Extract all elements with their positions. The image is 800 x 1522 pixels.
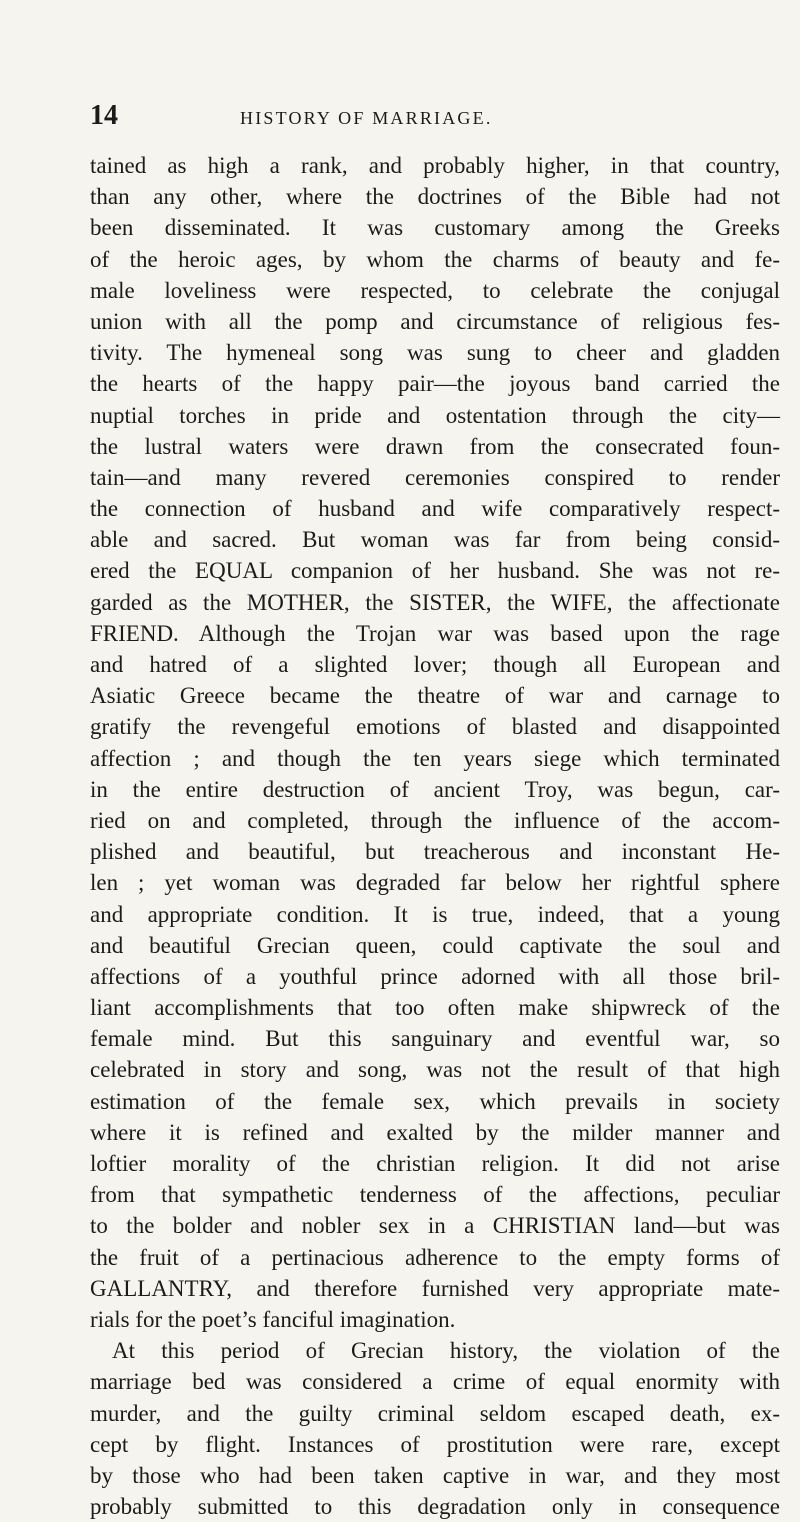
text-line: by those who had been taken captive in war, and they most [90, 1462, 780, 1488]
text-line: ried on and completed, through the influence of the accom- [90, 807, 780, 833]
text-line: len ; yet woman was degraded far below her rightful sphere [90, 870, 780, 896]
text-line: celebrated in story and song, was not the result of that high [90, 1057, 780, 1083]
text-line: tained as high a rank, and probably higher, in that country, [90, 153, 780, 178]
running-head: HISTORY OF MARRIAGE. [240, 108, 493, 128]
text-line: Asiatic Greece became the theatre of war and carnage to [90, 683, 780, 709]
text-line: cept by flight. Instances of prostitution were rare, except [90, 1431, 780, 1457]
text-line: probably submitted to this degradation only in consequence [90, 1494, 780, 1520]
text-line: ered the EQUAL companion of her husband. She was not re- [90, 558, 780, 584]
text-line: estimation of the female sex, which prevails in society [90, 1088, 780, 1114]
text-line: nuptial torches in pride and ostentation through the city— [90, 402, 780, 428]
text-line: FRIEND. Although the Trojan war was based upon the rage [90, 620, 780, 646]
text-line: union with all the pomp and circumstance of religious fes- [90, 308, 780, 334]
text-line: male loveliness were respected, to celebrate the conjugal [90, 277, 780, 303]
text-line: the fruit of a pertinacious adherence to the empty forms of [90, 1244, 780, 1270]
text-line: tain—and many revered ceremonies conspired to render [90, 464, 780, 490]
page-header [90, 100, 780, 134]
text-line: garded as the MOTHER, the SISTER, the WIFE, the affectionate [90, 589, 780, 615]
text-line: murder, and the guilty criminal seldom escaped death, ex- [90, 1400, 780, 1426]
text-line: affections of a youthful prince adorned with all those bril- [90, 963, 780, 989]
text-line: marriage bed was considered a crime of equal enormity with [90, 1369, 780, 1395]
text-line: rials for the poet’s fanciful imagination. [90, 1306, 456, 1332]
body-text [90, 150, 780, 1522]
text-line: gratify the revengeful emotions of blasted and disappointed [90, 714, 780, 740]
text-line: loftier morality of the christian religion. It did not arise [90, 1151, 780, 1176]
text-line: able and sacred. But woman was far from being consid- [90, 527, 780, 553]
text-line: affection ; and though the ten years siege which terminated [90, 745, 780, 771]
text-line: and beautiful Grecian queen, could captivate the soul and [90, 932, 780, 958]
text-line: the lustral waters were drawn from the consecrated foun- [90, 433, 780, 459]
text-line: where it is refined and exalted by the milder manner and [90, 1119, 780, 1145]
text-line: to the bolder and nobler sex in a CHRISTIAN land—but was [90, 1213, 780, 1239]
text-line: been disseminated. It was customary among the Greeks [90, 215, 780, 241]
text-line: female mind. But this sanguinary and eventful war, so [90, 1026, 780, 1052]
text-line: plished and beautiful, but treacherous and inconstant He- [90, 839, 780, 865]
text-line: tivity. The hymeneal song was sung to cheer and gladden [90, 340, 780, 366]
text-line: from that sympathetic tenderness of the affections, peculiar [90, 1182, 780, 1208]
text-line: the connection of husband and wife comparatively respect- [90, 496, 780, 522]
text-line: At this period of Grecian history, the violation of the [112, 1338, 780, 1364]
text-line: the hearts of the happy pair—the joyous band carried the [90, 371, 780, 397]
text-line: than any other, where the doctrines of the Bible had not [90, 184, 780, 210]
text-line: and hatred of a slighted lover; though all European and [90, 652, 780, 677]
text-line: of the heroic ages, by whom the charms of beauty and fe- [90, 246, 780, 272]
text-line: GALLANTRY, and therefore furnished very appropriate mate- [90, 1275, 780, 1301]
text-line: in the entire destruction of ancient Troy, was begun, car- [90, 776, 780, 802]
text-line: and appropriate condition. It is true, indeed, that a young [90, 901, 780, 927]
text-line: liant accomplishments that too often make shipwreck of the [90, 995, 780, 1021]
page-number: 14 [90, 100, 118, 131]
